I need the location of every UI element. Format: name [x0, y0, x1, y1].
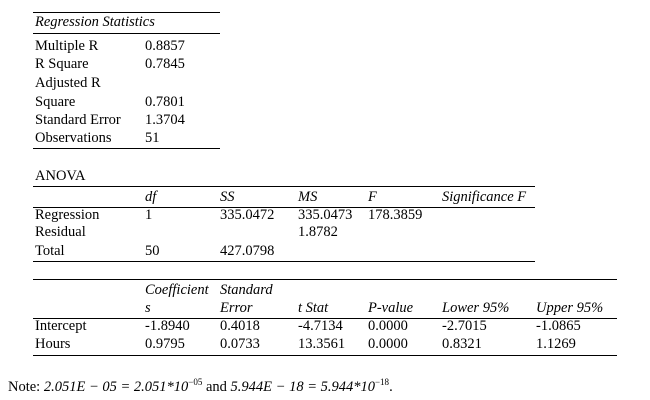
row-label: Square [35, 94, 76, 110]
note-expression-1: 2.051E − 05 = 2.051*10 [43, 378, 189, 395]
table-bottom-rule [33, 261, 535, 262]
note-prefix: Note: [8, 378, 41, 395]
row-label: Standard Error [35, 112, 121, 128]
column-header: SS [220, 189, 235, 205]
note-exponent-2: −18 [374, 377, 390, 387]
cell-p: 0.0000 [368, 336, 408, 352]
cell-upper: 1.1269 [536, 336, 576, 352]
cell-df: 50 [145, 243, 160, 259]
column-header: Upper 95% [536, 300, 604, 316]
cell-coef: 0.9795 [145, 336, 185, 352]
note-suffix: . [389, 378, 393, 395]
row-label: Adjusted R [35, 75, 101, 91]
row-value: 51 [145, 130, 160, 146]
note-expression-2: 5.944E − 18 = 5.944*10 [230, 378, 375, 395]
column-header: F [368, 189, 377, 205]
column-header: MS [298, 189, 318, 205]
cell-t: -4.7134 [298, 318, 343, 334]
column-header: Standard [220, 282, 273, 298]
table-bottom-rule [33, 148, 220, 149]
row-label: Multiple R [35, 38, 99, 54]
row-label: Residual [35, 224, 86, 240]
anova-title: ANOVA [35, 168, 86, 184]
column-header: Lower 95% [442, 300, 510, 316]
cell-ms: 335.0473 [298, 207, 353, 223]
row-value: 0.7845 [145, 56, 185, 72]
row-value: 0.7801 [145, 94, 185, 110]
header-rule [33, 33, 220, 34]
row-label: Observations [35, 130, 112, 146]
cell-lower: 0.8321 [442, 336, 482, 352]
column-header: Error [220, 300, 253, 316]
cell-ss: 335.0472 [220, 207, 275, 223]
cell-df: 1 [145, 207, 153, 223]
row-label: Intercept [35, 318, 87, 334]
row-label: Hours [35, 336, 71, 352]
table-top-rule [33, 186, 535, 187]
cell-t: 13.3561 [298, 336, 346, 352]
table-bottom-rule [33, 355, 617, 356]
cell-p: 0.0000 [368, 318, 408, 334]
row-value: 1.3704 [145, 112, 185, 128]
note-exponent-1: −05 [188, 377, 203, 387]
column-header: df [145, 189, 157, 205]
row-label: Regression [35, 207, 100, 223]
row-label: Total [35, 243, 65, 259]
cell-se: 0.0733 [220, 336, 260, 352]
cell-ss: 427.0798 [220, 243, 275, 259]
cell-f: 178.3859 [368, 207, 423, 223]
regression-statistics-header: Regression Statistics [35, 14, 155, 30]
column-header: P-value [368, 300, 414, 316]
cell-upper: -1.0865 [536, 318, 581, 334]
column-header: t Stat [298, 300, 329, 316]
header-rule [33, 207, 535, 208]
cell-ms: 1.8782 [298, 224, 338, 240]
note [8, 374, 393, 396]
note-connector: and [205, 378, 227, 395]
cell-coef: -1.8940 [145, 318, 190, 334]
cell-lower: -2.7015 [442, 318, 487, 334]
table-top-rule [33, 279, 617, 280]
column-header: s [145, 300, 151, 316]
column-header: Significance F [442, 189, 527, 205]
row-value: 0.8857 [145, 38, 185, 54]
row-label: R Square [35, 56, 89, 72]
cell-se: 0.4018 [220, 318, 260, 334]
column-header: Coefficient [145, 282, 209, 298]
